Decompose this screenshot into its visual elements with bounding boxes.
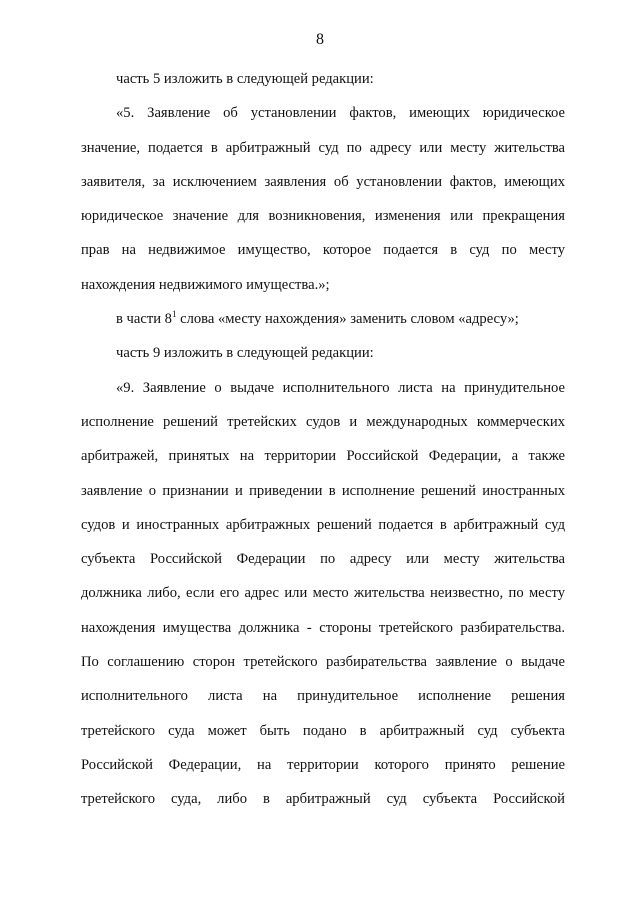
text-fragment: слова «месту нахождения» заменить словом «адресу»; (176, 311, 519, 328)
text-line: значение, подается в арбитражный суд по адресу или месту жительства (81, 139, 565, 156)
text-fragment: в части 8 (116, 311, 172, 328)
text-line-with-superscript (81, 302, 565, 336)
text-line: Российской Федерации, на территории которого принято решение (81, 756, 565, 773)
text-line: исполнительного листа на принудительное исполнение решения (81, 688, 565, 705)
page-number: 8 (316, 31, 324, 48)
text-line: юридическое значение для возникновения, изменения или прекращения (81, 208, 565, 225)
text-line: заявление о признании и приведении в исполнение решений иностранных (81, 482, 565, 499)
text-line: арбитражей, принятых на территории Российской Федерации, а также (81, 448, 565, 465)
text-line: судов и иностранных арбитражных решений подается в арбитражный суд (81, 516, 565, 533)
text-line: часть 5 изложить в следующей редакции: (116, 71, 374, 87)
text-line: нахождения недвижимого имущества.»; (81, 276, 330, 293)
text-line: заявителя, за исключением заявления об установлении фактов, имеющих (81, 173, 565, 190)
text-line: часть 9 изложить в следующей редакции: (116, 345, 374, 362)
text-line: прав на недвижимое имущество, которое подается в суд по месту (81, 242, 565, 259)
document-body (81, 62, 565, 817)
text-line: должника либо, если его адрес или место жительства неизвестно, по месту (81, 585, 565, 602)
text-line: «5. Заявление об установлении фактов, имеющих юридическое (116, 105, 565, 122)
text-line: По соглашению сторон третейского разбирательства заявление о выдаче (81, 654, 565, 671)
text-line: третейского суда, либо в арбитражный суд субъекта Российской (81, 791, 565, 808)
text-line: исполнение решений третейских судов и международных коммерческих (81, 413, 565, 430)
text-line: «9. Заявление о выдаче исполнительного листа на принудительное (116, 379, 565, 396)
text-line: нахождения имущества должника - стороны третейского разбирательства. (81, 619, 565, 636)
superscript: 1 (171, 309, 177, 320)
text-line: третейского суда может быть подано в арбитражный суд субъекта (81, 722, 565, 739)
text-line: субъекта Российской Федерации по адресу или месту жительства (81, 551, 565, 568)
